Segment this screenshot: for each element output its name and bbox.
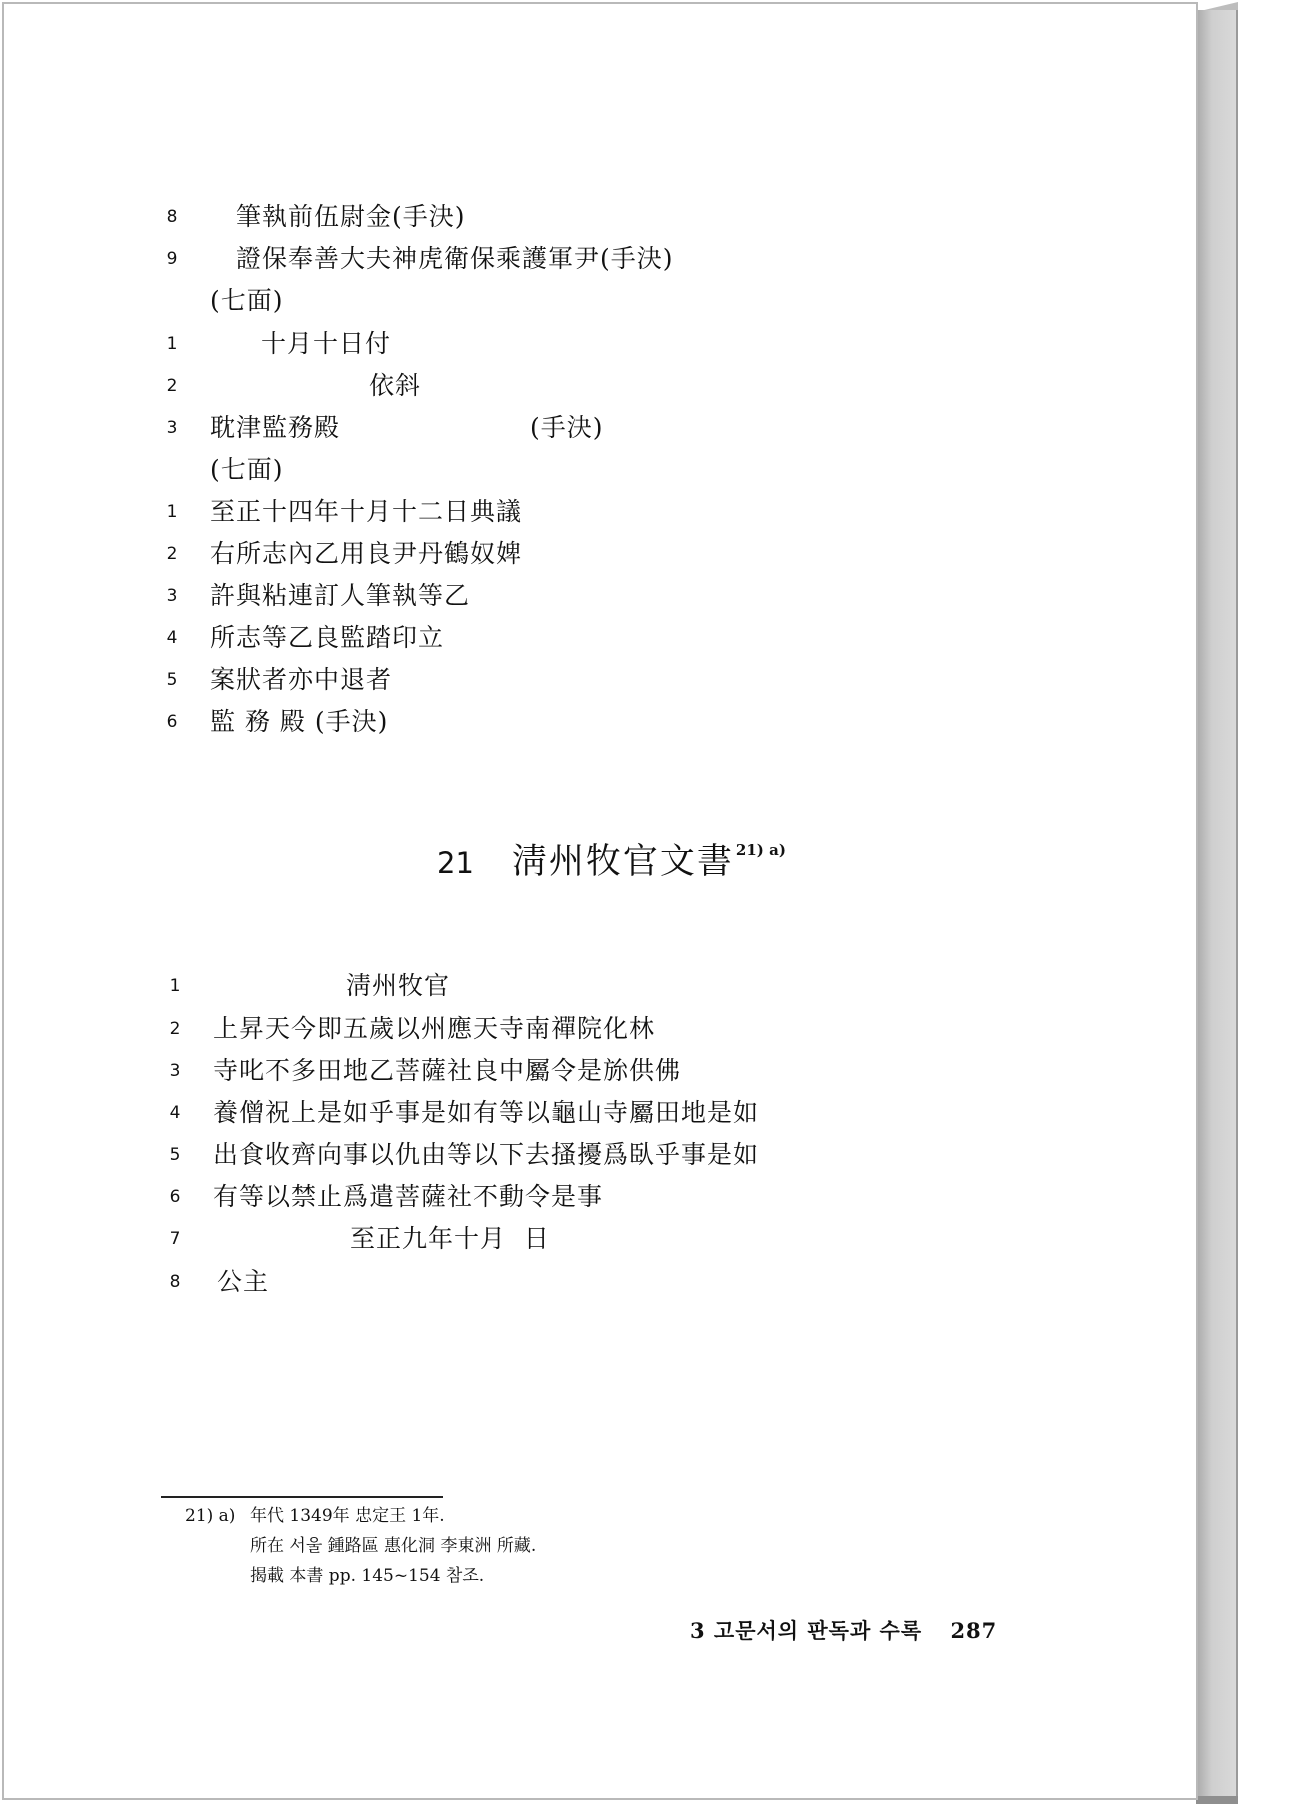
document-line: 筆執前伍尉金(手決) xyxy=(236,202,466,231)
document-line: 證保奉善大夫神虎衛保乘護軍尹(手決) xyxy=(236,244,674,273)
line-number: 2 xyxy=(166,544,178,564)
document-line: 公主 xyxy=(217,1267,270,1296)
document-line: 上昇天今即五歲以州應天寺南禪院化林 xyxy=(213,1014,656,1043)
line-number: 5 xyxy=(166,670,178,690)
document-line: 養僧祝上是如乎事是如有等以龜山寺屬田地是如 xyxy=(213,1098,760,1127)
document-line: 許與粘連訂人筆執等乙 xyxy=(210,581,471,610)
document-line: 右所志內乙用良尹丹鶴奴婢 xyxy=(210,539,523,568)
line-number: 8 xyxy=(166,207,178,227)
document-line: 寺叱不多田地乙菩薩社良中屬令是旀供佛 xyxy=(213,1056,682,1085)
line-number: 7 xyxy=(169,1229,181,1249)
line-number: 5 xyxy=(169,1145,181,1165)
line-number: 3 xyxy=(166,418,178,438)
line-number: 1 xyxy=(166,334,178,354)
footnote-reference: 21) a) xyxy=(735,841,786,859)
footnote-marker: 21) a) xyxy=(185,1506,236,1526)
line-number: 9 xyxy=(166,249,178,269)
line-number: 6 xyxy=(169,1187,181,1207)
document-line: 監 務 殿 (手決) xyxy=(210,707,389,736)
document-line: 耽津監務殿 xyxy=(210,413,341,442)
document-line: 有等以禁止爲遣菩薩社不動令是事 xyxy=(213,1182,604,1211)
running-footer xyxy=(690,1615,997,1645)
chapter-title: 3 고문서의 판독과 수록 xyxy=(690,1618,923,1643)
line-number: 6 xyxy=(166,712,178,732)
book-page xyxy=(2,2,1198,1800)
section-marker: (七面) xyxy=(210,286,284,315)
section-number: 21 xyxy=(437,846,474,880)
section-title xyxy=(437,828,786,885)
line-number: 1 xyxy=(166,502,178,522)
document-line: 至正十四年十月十二日典議 xyxy=(210,497,523,526)
line-number: 3 xyxy=(166,586,178,606)
line-number: 4 xyxy=(166,628,178,648)
line-number: 2 xyxy=(169,1019,181,1039)
footnote-line: 年代 1349年 忠定王 1年. xyxy=(250,1506,445,1526)
document-line: 淸州牧官 xyxy=(346,971,451,1000)
line-number: 2 xyxy=(166,376,178,396)
document-line: 十月十日付 xyxy=(261,329,392,358)
footnote-line: 揭載 本書 pp. 145~154 참조. xyxy=(250,1566,485,1586)
document-line: 所志等乙良監踏印立 xyxy=(210,623,445,652)
page-edge xyxy=(1196,10,1238,1802)
footnote-divider xyxy=(161,1496,443,1498)
document-line: 出食收齊向事以仇由等以下去搔擾爲臥乎事是如 xyxy=(213,1140,760,1169)
page-number: 287 xyxy=(950,1618,998,1643)
line-number: 4 xyxy=(169,1103,181,1123)
page-edge-bottom xyxy=(1196,1796,1238,1804)
line-number: 1 xyxy=(169,976,181,996)
signature-mark: (手決) xyxy=(530,413,604,442)
document-line: 至正九年十月 日 xyxy=(350,1224,550,1253)
document-line: 案狀者亦中退者 xyxy=(210,665,393,694)
footnote-line: 所在 서울 鍾路區 惠化洞 李東洲 所藏. xyxy=(250,1536,537,1556)
document-line: 依斜 xyxy=(369,371,422,400)
line-number: 3 xyxy=(169,1061,181,1081)
section-title-text: 淸州牧官文書 xyxy=(511,842,734,882)
section-marker: (七面) xyxy=(210,455,284,484)
line-number: 8 xyxy=(169,1272,181,1292)
